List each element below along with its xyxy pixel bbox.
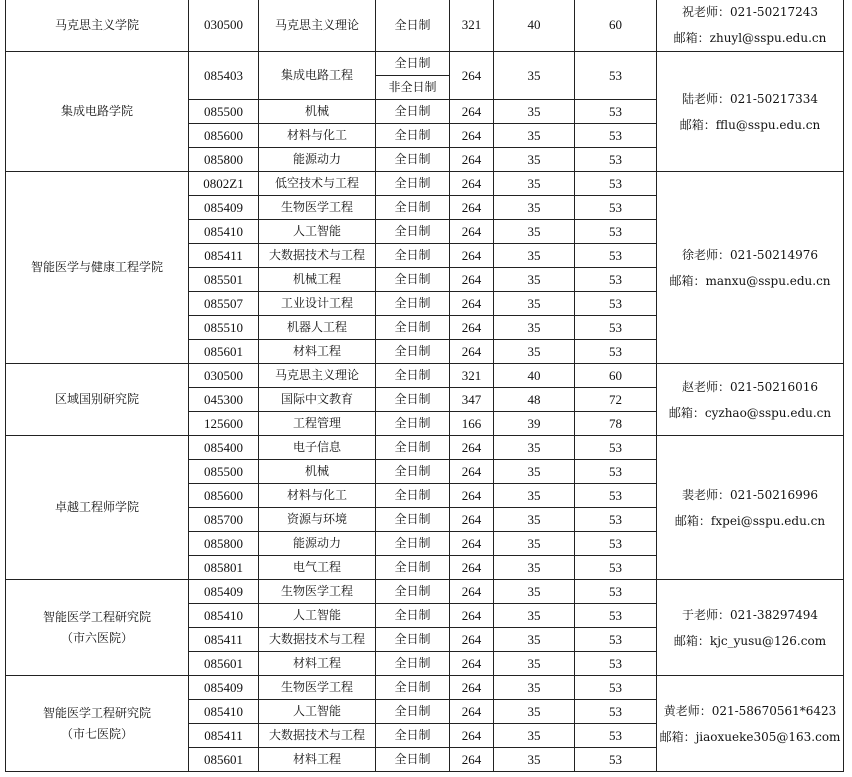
contact-email: 邮箱：manxu@sspu.edu.cn: [669, 273, 831, 288]
table-row: [6, 436, 844, 460]
college-name-cell: [6, 52, 189, 172]
major-name: 生物医学工程: [259, 580, 376, 604]
table-row: [6, 364, 844, 388]
total-score: 264: [450, 340, 494, 364]
major-name: 大数据技术与工程: [259, 244, 376, 268]
major-name: 生物医学工程: [259, 676, 376, 700]
single-subject-score-150: 53: [575, 196, 657, 220]
study-mode: 全日制: [376, 244, 450, 268]
major-code: 085601: [189, 652, 259, 676]
total-score: 264: [450, 508, 494, 532]
single-subject-score-150: 53: [575, 316, 657, 340]
total-score: 264: [450, 532, 494, 556]
total-score: 264: [450, 244, 494, 268]
single-subject-score-100: 35: [494, 676, 575, 700]
single-subject-score-100: 35: [494, 124, 575, 148]
total-score: 166: [450, 412, 494, 436]
contact-email: 邮箱：cyzhao@sspu.edu.cn: [668, 405, 832, 420]
study-mode: 全日制: [376, 100, 450, 124]
single-subject-score-150: 53: [575, 532, 657, 556]
study-mode: 全日制: [376, 340, 450, 364]
single-subject-score-150: 60: [575, 0, 657, 52]
major-name: 人工智能: [259, 220, 376, 244]
major-name: 人工智能: [259, 700, 376, 724]
major-code: 045300: [189, 388, 259, 412]
single-subject-score-100: 35: [494, 556, 575, 580]
contact-email: 邮箱：fxpei@sspu.edu.cn: [674, 513, 826, 528]
major-name: 材料与化工: [259, 124, 376, 148]
table-row: [6, 172, 844, 196]
major-name: 大数据技术与工程: [259, 628, 376, 652]
single-subject-score-150: 53: [575, 220, 657, 244]
single-subject-score-100: 35: [494, 652, 575, 676]
single-subject-score-100: 48: [494, 388, 575, 412]
college-subname: （市七医院）: [60, 726, 133, 741]
major-code: 085501: [189, 268, 259, 292]
single-subject-score-100: 35: [494, 172, 575, 196]
single-subject-score-150: 72: [575, 388, 657, 412]
study-mode: 全日制: [376, 292, 450, 316]
contact-email: 邮箱：zhuyl@sspu.edu.cn: [673, 31, 827, 45]
single-subject-score-150: 53: [575, 172, 657, 196]
college-name: 区域国别研究院: [54, 392, 139, 407]
major-code: 085800: [189, 532, 259, 556]
college-name: 智能医学工程研究院: [42, 610, 151, 625]
study-mode: 非全日制: [376, 76, 450, 100]
admission-score-table: [5, 0, 844, 772]
single-subject-score-150: 53: [575, 436, 657, 460]
study-mode: 全日制: [376, 196, 450, 220]
single-subject-score-150: 53: [575, 292, 657, 316]
major-code: 085601: [189, 748, 259, 772]
total-score: 264: [450, 148, 494, 172]
study-mode: 全日制: [376, 364, 450, 388]
study-mode: 全日制: [376, 532, 450, 556]
study-mode: 全日制: [376, 412, 450, 436]
single-subject-score-100: 40: [494, 0, 575, 52]
single-subject-score-100: 35: [494, 724, 575, 748]
table-row: [6, 580, 844, 604]
study-mode: 全日制: [376, 436, 450, 460]
total-score: 264: [450, 460, 494, 484]
contact-teacher-phone: 于老师：021-38297494: [681, 607, 819, 622]
major-name: 材料工程: [259, 652, 376, 676]
major-code: 125600: [189, 412, 259, 436]
single-subject-score-100: 35: [494, 292, 575, 316]
major-code: 085409: [189, 676, 259, 700]
table-row: [6, 676, 844, 700]
single-subject-score-100: 35: [494, 340, 575, 364]
major-code: 085410: [189, 604, 259, 628]
single-subject-score-150: 53: [575, 268, 657, 292]
total-score: 264: [450, 484, 494, 508]
single-subject-score-150: 53: [575, 652, 657, 676]
study-mode: 全日制: [376, 748, 450, 772]
study-mode: 全日制: [376, 148, 450, 172]
major-code: 085700: [189, 508, 259, 532]
total-score: 264: [450, 700, 494, 724]
total-score: 264: [450, 436, 494, 460]
total-score: 264: [450, 316, 494, 340]
total-score: 321: [450, 0, 494, 52]
single-subject-score-100: 35: [494, 148, 575, 172]
study-mode: 全日制: [376, 484, 450, 508]
college-name: 智能医学与健康工程学院: [30, 260, 163, 275]
major-name: 电子信息: [259, 436, 376, 460]
single-subject-score-150: 53: [575, 148, 657, 172]
contact-cell: [657, 0, 844, 52]
single-subject-score-150: 53: [575, 508, 657, 532]
single-subject-score-150: 53: [575, 748, 657, 772]
total-score: 264: [450, 724, 494, 748]
single-subject-score-150: 53: [575, 124, 657, 148]
single-subject-score-150: 53: [575, 484, 657, 508]
single-subject-score-100: 39: [494, 412, 575, 436]
contact-email: 邮箱：kjc_yusu@126.com: [673, 633, 827, 648]
contact-cell: [657, 172, 844, 364]
single-subject-score-150: 53: [575, 52, 657, 100]
major-name: 材料工程: [259, 748, 376, 772]
major-code: 085801: [189, 556, 259, 580]
college-name-cell: [6, 0, 189, 52]
single-subject-score-150: 53: [575, 700, 657, 724]
study-mode: 全日制: [376, 628, 450, 652]
major-code: 085411: [189, 724, 259, 748]
major-name: 大数据技术与工程: [259, 724, 376, 748]
college-name-cell: [6, 172, 189, 364]
contact-teacher-phone: 黄老师：021-58670561*6423: [663, 703, 837, 718]
major-code: 085410: [189, 700, 259, 724]
single-subject-score-150: 53: [575, 460, 657, 484]
study-mode: 全日制: [376, 52, 450, 76]
total-score: 264: [450, 52, 494, 100]
major-code: 085600: [189, 124, 259, 148]
study-mode: 全日制: [376, 652, 450, 676]
major-name: 能源动力: [259, 148, 376, 172]
single-subject-score-100: 35: [494, 484, 575, 508]
single-subject-score-100: 35: [494, 460, 575, 484]
single-subject-score-100: 35: [494, 316, 575, 340]
contact-email: 邮箱：fflu@sspu.edu.cn: [679, 117, 821, 132]
major-code: 085403: [189, 52, 259, 100]
table-body: [6, 0, 844, 772]
major-code: 085601: [189, 340, 259, 364]
single-subject-score-150: 53: [575, 580, 657, 604]
study-mode: 全日制: [376, 268, 450, 292]
single-subject-score-150: 53: [575, 244, 657, 268]
study-mode: 全日制: [376, 676, 450, 700]
major-code: 085409: [189, 580, 259, 604]
college-name-cell: [6, 580, 189, 676]
major-name: 工程管理: [259, 412, 376, 436]
college-name-cell: [6, 364, 189, 436]
total-score: 264: [450, 220, 494, 244]
contact-cell: [657, 676, 844, 772]
total-score: 264: [450, 652, 494, 676]
study-mode: 全日制: [376, 0, 450, 52]
major-name: 工业设计工程: [259, 292, 376, 316]
college-name-cell: [6, 436, 189, 580]
college-subname: （市六医院）: [60, 630, 133, 645]
major-code: 030500: [189, 0, 259, 52]
study-mode: 全日制: [376, 388, 450, 412]
single-subject-score-100: 35: [494, 196, 575, 220]
total-score: 264: [450, 628, 494, 652]
major-code: 085409: [189, 196, 259, 220]
study-mode: 全日制: [376, 460, 450, 484]
single-subject-score-100: 35: [494, 580, 575, 604]
college-name: 马克思主义学院: [54, 17, 139, 32]
total-score: 264: [450, 124, 494, 148]
total-score: 264: [450, 172, 494, 196]
total-score: 264: [450, 748, 494, 772]
contact-teacher-phone: 陆老师：021-50217334: [681, 91, 819, 106]
major-code: 085507: [189, 292, 259, 316]
single-subject-score-100: 35: [494, 244, 575, 268]
single-subject-score-100: 35: [494, 436, 575, 460]
single-subject-score-150: 53: [575, 100, 657, 124]
single-subject-score-100: 35: [494, 604, 575, 628]
single-subject-score-100: 35: [494, 508, 575, 532]
single-subject-score-100: 35: [494, 220, 575, 244]
college-name: 集成电路学院: [60, 104, 133, 119]
study-mode: 全日制: [376, 556, 450, 580]
major-code: 085411: [189, 244, 259, 268]
college-name-cell: [6, 676, 189, 772]
study-mode: 全日制: [376, 604, 450, 628]
single-subject-score-150: 53: [575, 628, 657, 652]
contact-teacher-phone: 赵老师：021-50216016: [681, 379, 819, 394]
total-score: 264: [450, 604, 494, 628]
total-score: 264: [450, 196, 494, 220]
major-name: 材料与化工: [259, 484, 376, 508]
single-subject-score-150: 53: [575, 556, 657, 580]
major-name: 材料工程: [259, 340, 376, 364]
single-subject-score-100: 35: [494, 52, 575, 100]
college-name: 卓越工程师学院: [54, 500, 139, 515]
contact-cell: [657, 364, 844, 436]
major-name: 资源与环境: [259, 508, 376, 532]
single-subject-score-100: 40: [494, 364, 575, 388]
total-score: 264: [450, 100, 494, 124]
major-code: 085400: [189, 436, 259, 460]
major-code: 085500: [189, 460, 259, 484]
contact-cell: [657, 52, 844, 172]
total-score: 347: [450, 388, 494, 412]
major-code: 0802Z1: [189, 172, 259, 196]
major-name: 机械: [259, 100, 376, 124]
major-name: 机械: [259, 460, 376, 484]
major-code: 085510: [189, 316, 259, 340]
major-name: 马克思主义理论: [259, 0, 376, 52]
contact-teacher-phone: 裴老师：021-50216996: [681, 487, 819, 502]
study-mode: 全日制: [376, 220, 450, 244]
single-subject-score-150: 53: [575, 340, 657, 364]
major-name: 能源动力: [259, 532, 376, 556]
major-name: 机器人工程: [259, 316, 376, 340]
single-subject-score-150: 78: [575, 412, 657, 436]
total-score: 264: [450, 676, 494, 700]
major-name: 电气工程: [259, 556, 376, 580]
study-mode: 全日制: [376, 508, 450, 532]
major-code: 085411: [189, 628, 259, 652]
total-score: 321: [450, 364, 494, 388]
contact-email: 邮箱：jiaoxueke305@163.com: [659, 729, 841, 744]
total-score: 264: [450, 556, 494, 580]
major-name: 集成电路工程: [259, 52, 376, 100]
study-mode: 全日制: [376, 124, 450, 148]
major-code: 030500: [189, 364, 259, 388]
total-score: 264: [450, 580, 494, 604]
single-subject-score-150: 53: [575, 676, 657, 700]
major-name: 机械工程: [259, 268, 376, 292]
study-mode: 全日制: [376, 316, 450, 340]
contact-teacher-phone: 徐老师：021-50214976: [681, 247, 819, 262]
total-score: 264: [450, 268, 494, 292]
major-code: 085410: [189, 220, 259, 244]
major-code: 085800: [189, 148, 259, 172]
major-name: 马克思主义理论: [259, 364, 376, 388]
single-subject-score-150: 53: [575, 604, 657, 628]
contact-cell: [657, 580, 844, 676]
single-subject-score-100: 35: [494, 700, 575, 724]
contact-teacher-phone: 祝老师：021-50217243: [681, 5, 819, 19]
single-subject-score-100: 35: [494, 628, 575, 652]
table-row: [6, 0, 844, 52]
college-name: 智能医学工程研究院: [42, 706, 151, 721]
study-mode: 全日制: [376, 700, 450, 724]
major-code: 085600: [189, 484, 259, 508]
table-row: [6, 52, 844, 76]
single-subject-score-100: 35: [494, 532, 575, 556]
major-name: 国际中文教育: [259, 388, 376, 412]
major-name: 人工智能: [259, 604, 376, 628]
single-subject-score-150: 53: [575, 724, 657, 748]
single-subject-score-100: 35: [494, 100, 575, 124]
contact-cell: [657, 436, 844, 580]
study-mode: 全日制: [376, 172, 450, 196]
single-subject-score-150: 60: [575, 364, 657, 388]
study-mode: 全日制: [376, 580, 450, 604]
major-code: 085500: [189, 100, 259, 124]
single-subject-score-100: 35: [494, 268, 575, 292]
single-subject-score-100: 35: [494, 748, 575, 772]
major-name: 生物医学工程: [259, 196, 376, 220]
study-mode: 全日制: [376, 724, 450, 748]
major-name: 低空技术与工程: [259, 172, 376, 196]
total-score: 264: [450, 292, 494, 316]
